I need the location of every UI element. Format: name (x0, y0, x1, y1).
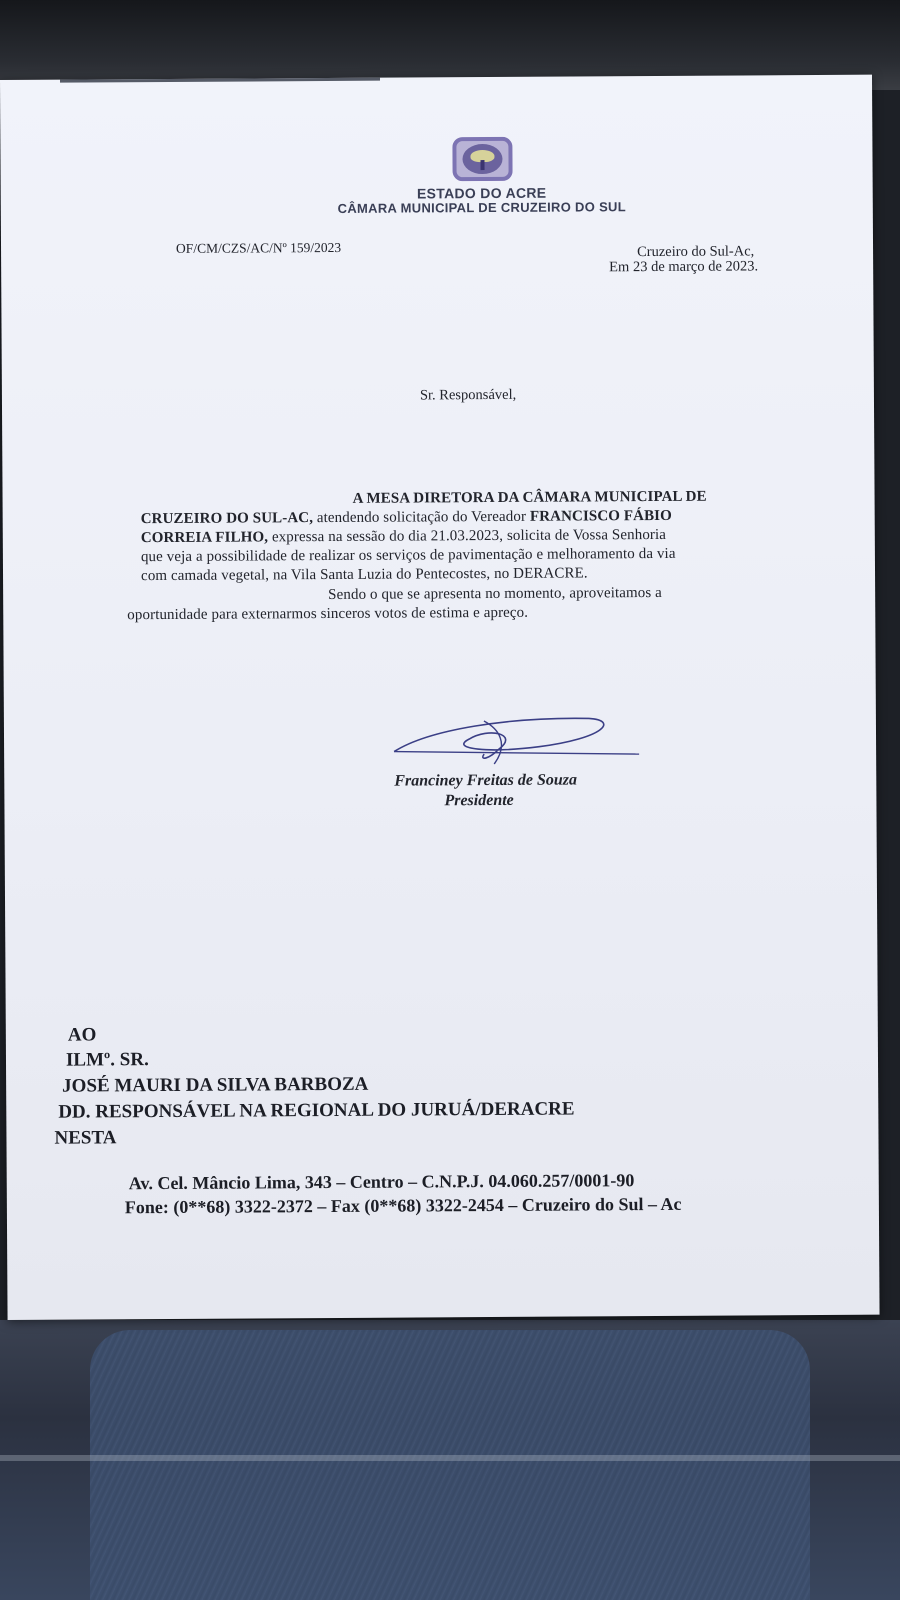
body-text: expressa na sessão do dia 21.03.2023, solicita de Vossa Senhoria (268, 526, 667, 546)
body-line-6: Sendo o que se apresenta no momento, aproveitamos a (328, 584, 662, 604)
body-line-7: oportunidade para externarmos sinceros votos de estima e apreço. (127, 604, 529, 624)
municipal-seal-icon (452, 137, 512, 181)
header-state: ESTADO DO ACRE (416, 184, 547, 202)
salutation: Sr. Responsável, (419, 386, 517, 404)
background-fabric (90, 1330, 810, 1600)
signature-scribble (389, 708, 649, 770)
addressee-line-1: AO (67, 1024, 97, 1046)
body-bold: CRUZEIRO DO SUL-AC, (140, 510, 314, 528)
addressee-title: DD. RESPONSÁVEL NA REGIONAL DO JURUÁ/DERACRE (58, 1098, 575, 1123)
signatory-role: Presidente (444, 791, 514, 810)
header-institution: CÂMARA MUNICIPAL DE CRUZEIRO DO SUL (337, 199, 626, 216)
body-bold: CORREIA FILHO, (140, 529, 269, 547)
document-page (0, 75, 880, 1320)
glass-edge (0, 1455, 900, 1461)
addressee-line-5: NESTA (54, 1127, 117, 1149)
body-line-1: A MESA DIRETORA DA CÂMARA MUNICIPAL DE (352, 488, 707, 507)
paper-edge-mark (60, 78, 380, 83)
body-bold: FRANCISCO FÁBIO (529, 507, 672, 525)
date-line: Em 23 de março de 2023. (609, 258, 759, 276)
body-line-4: que veja a possibilidade de realizar os serviços de pavimentação e melhoramento da via (140, 545, 676, 566)
addressee-line-2: ILMº. SR. (65, 1049, 149, 1071)
place-line: Cruzeiro do Sul-Ac, (637, 243, 755, 261)
oficio-number: OF/CM/CZS/AC/Nº 159/2023 (175, 239, 342, 256)
footer-address: Av. Cel. Mâncio Lima, 343 – Centro – C.N.P.J. 04.060.257/0001-90 (128, 1170, 635, 1194)
body-line-3 (141, 527, 666, 547)
body-text: atendendo solicitação do Vereador (312, 508, 530, 527)
body-line-2 (141, 508, 672, 528)
signatory-name: Franciney Freitas de Souza (394, 771, 578, 790)
body-line-5: com camada vegetal, na Vila Santa Luzia do Pentecostes, no DERACRE. (140, 565, 588, 585)
footer-phones: Fone: (0**68) 3322-2372 – Fax (0**68) 3322-2454 – Cruzeiro do Sul – Ac (124, 1193, 682, 1218)
addressee-name: JOSÉ MAURI DA SILVA BARBOZA (62, 1073, 369, 1097)
